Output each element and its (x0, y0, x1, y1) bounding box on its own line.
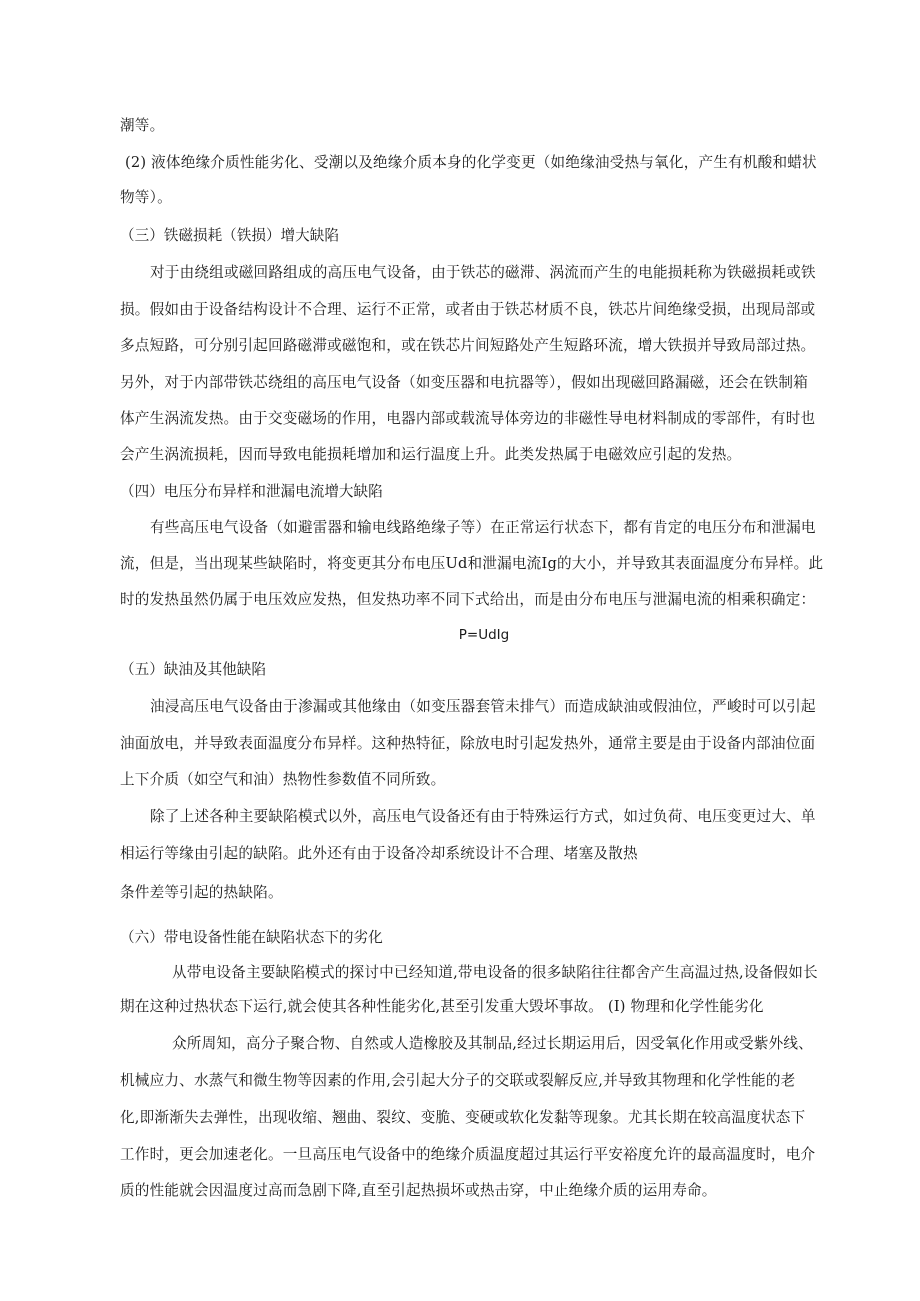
section-heading: （五）缺油及其他缺陷 (120, 661, 266, 678)
section-heading: （四）电压分布异样和泄漏电流增大缺陷 (120, 483, 383, 500)
paragraph-line: 会产生涡流损耗，因而导致电能损耗增加和运行温度上升。此类发热属于电磁效应引起的发热。 (120, 446, 742, 463)
section-heading: （三）铁磁损耗（铁损）增大缺陷 (120, 227, 339, 244)
paragraph-line: 条件差等引起的热缺陷。 (120, 884, 283, 901)
paragraph-line: 机械应力、水蒸气和微生物等因素的作用,会引起大分子的交联或裂解反应,并导致其物理和化学性能的老 (120, 1072, 796, 1089)
paragraph-line: 多点短路，可分别引起回路磁滞或磁饱和，或在铁芯片间短路处产生短路环流，增大铁损并导致局部过热。 (120, 337, 816, 354)
paragraph-line: 另外，对于内部带铁芯绕组的高压电气设备（如变压器和电抗器等），假如出现磁回路漏磁，还会在铁制箱 (120, 374, 809, 391)
paragraph-line: 流，但是，当出现某些缺陷时，将变更其分布电压Ud和泄漏电流Ig的大小，并导致其表面温度分布异样。此 (120, 555, 824, 572)
paragraph-line: 油浸高压电气设备由于渗漏或其他缘由（如变压器套管未排气）而造成缺油或假油位，严峻时可以引起 (150, 698, 816, 715)
paragraph-line: 工作时，更会加速老化。一旦高压电气设备中的绝缘介质温度超过其运行平安裕度允许的最高温度时，电介 (120, 1146, 816, 1163)
paragraph-line: 除了上述各种主要缺陷模式以外，高压电气设备还有由于特殊运行方式，如过负荷、电压变更过大、单 (150, 808, 816, 825)
paragraph-line: 有些高压电气设备（如避雷器和输电线路绝缘子等）在正常运行状态下，都有肯定的电压分布和泄漏电 (150, 519, 816, 536)
paragraph-line: (2) 液体绝缘介质性能劣化、受潮以及绝缘介质本身的化学变更（如绝缘油受热与氧化，产生有机酸和蜡状 (125, 154, 817, 171)
paragraph-line: 上下介质（如空气和油）热物性参数值不同所致。 (120, 771, 446, 788)
paragraph-line: 对于由绕组或磁回路组成的高压电气设备，由于铁芯的磁滞、涡流而产生的电能损耗称为铁磁损耗或铁 (150, 264, 816, 281)
formula: P=UdIg (458, 627, 510, 643)
paragraph-line: 期在这种过热状态下运行,就会使其各种性能劣化,甚至引发重大毁坏事故。 (I) 物理和化学性能劣化 (120, 998, 764, 1015)
paragraph-line: 损。假如由于设备结构设计不合理、运行不正常，或者由于铁芯材质不良，铁芯片间绝缘受损，出现局部或 (120, 301, 816, 318)
paragraph-line: 体产生涡流发热。由于交变磁场的作用，电器内部或载流导体旁边的非磁性导电材料制成的零部件，有时也 (120, 410, 816, 427)
paragraph-line: 众所周知，高分子聚合物、自然或人造橡胶及其制品,经过长期运用后，因受氧化作用或受紫外线、 (172, 1035, 813, 1052)
paragraph-line: 时的发热虽然仍属于电压效应发热，但发热功率不同下式给出，而是由分布电压与泄漏电流的相乘积确定： (120, 591, 816, 608)
section-heading: （六）带电设备性能在缺陷状态下的劣化 (120, 929, 383, 946)
paragraph-line: 潮等。 (120, 117, 165, 134)
paragraph-line: 从带电设备主要缺陷模式的探讨中已经知道,带电设备的很多缺陷往往都舍产生高温过热,设备假如长 (172, 964, 818, 981)
paragraph-line: 化,即渐渐失去弹性，出现收缩、翘曲、裂纹、变脆、变硬或软化发黏等现象。尤其长期在较高温度状态下 (120, 1109, 806, 1126)
paragraph-line: 油面放电，并导致表面温度分布异样。这种热特征，除放电时引起发热外，通常主要是由于设备内部油位面 (120, 735, 816, 752)
paragraph-line: 物等）。 (120, 189, 172, 206)
paragraph-line: 相运行等缘由引起的缺陷。此外还有由于设备冷却系统设计不合理、堵塞及散热 (120, 845, 638, 862)
paragraph-line: 质的性能就会因温度过高而急剧下降,直至引起热损坏或热击穿，中止绝缘介质的运用寿命。 (120, 1182, 717, 1199)
